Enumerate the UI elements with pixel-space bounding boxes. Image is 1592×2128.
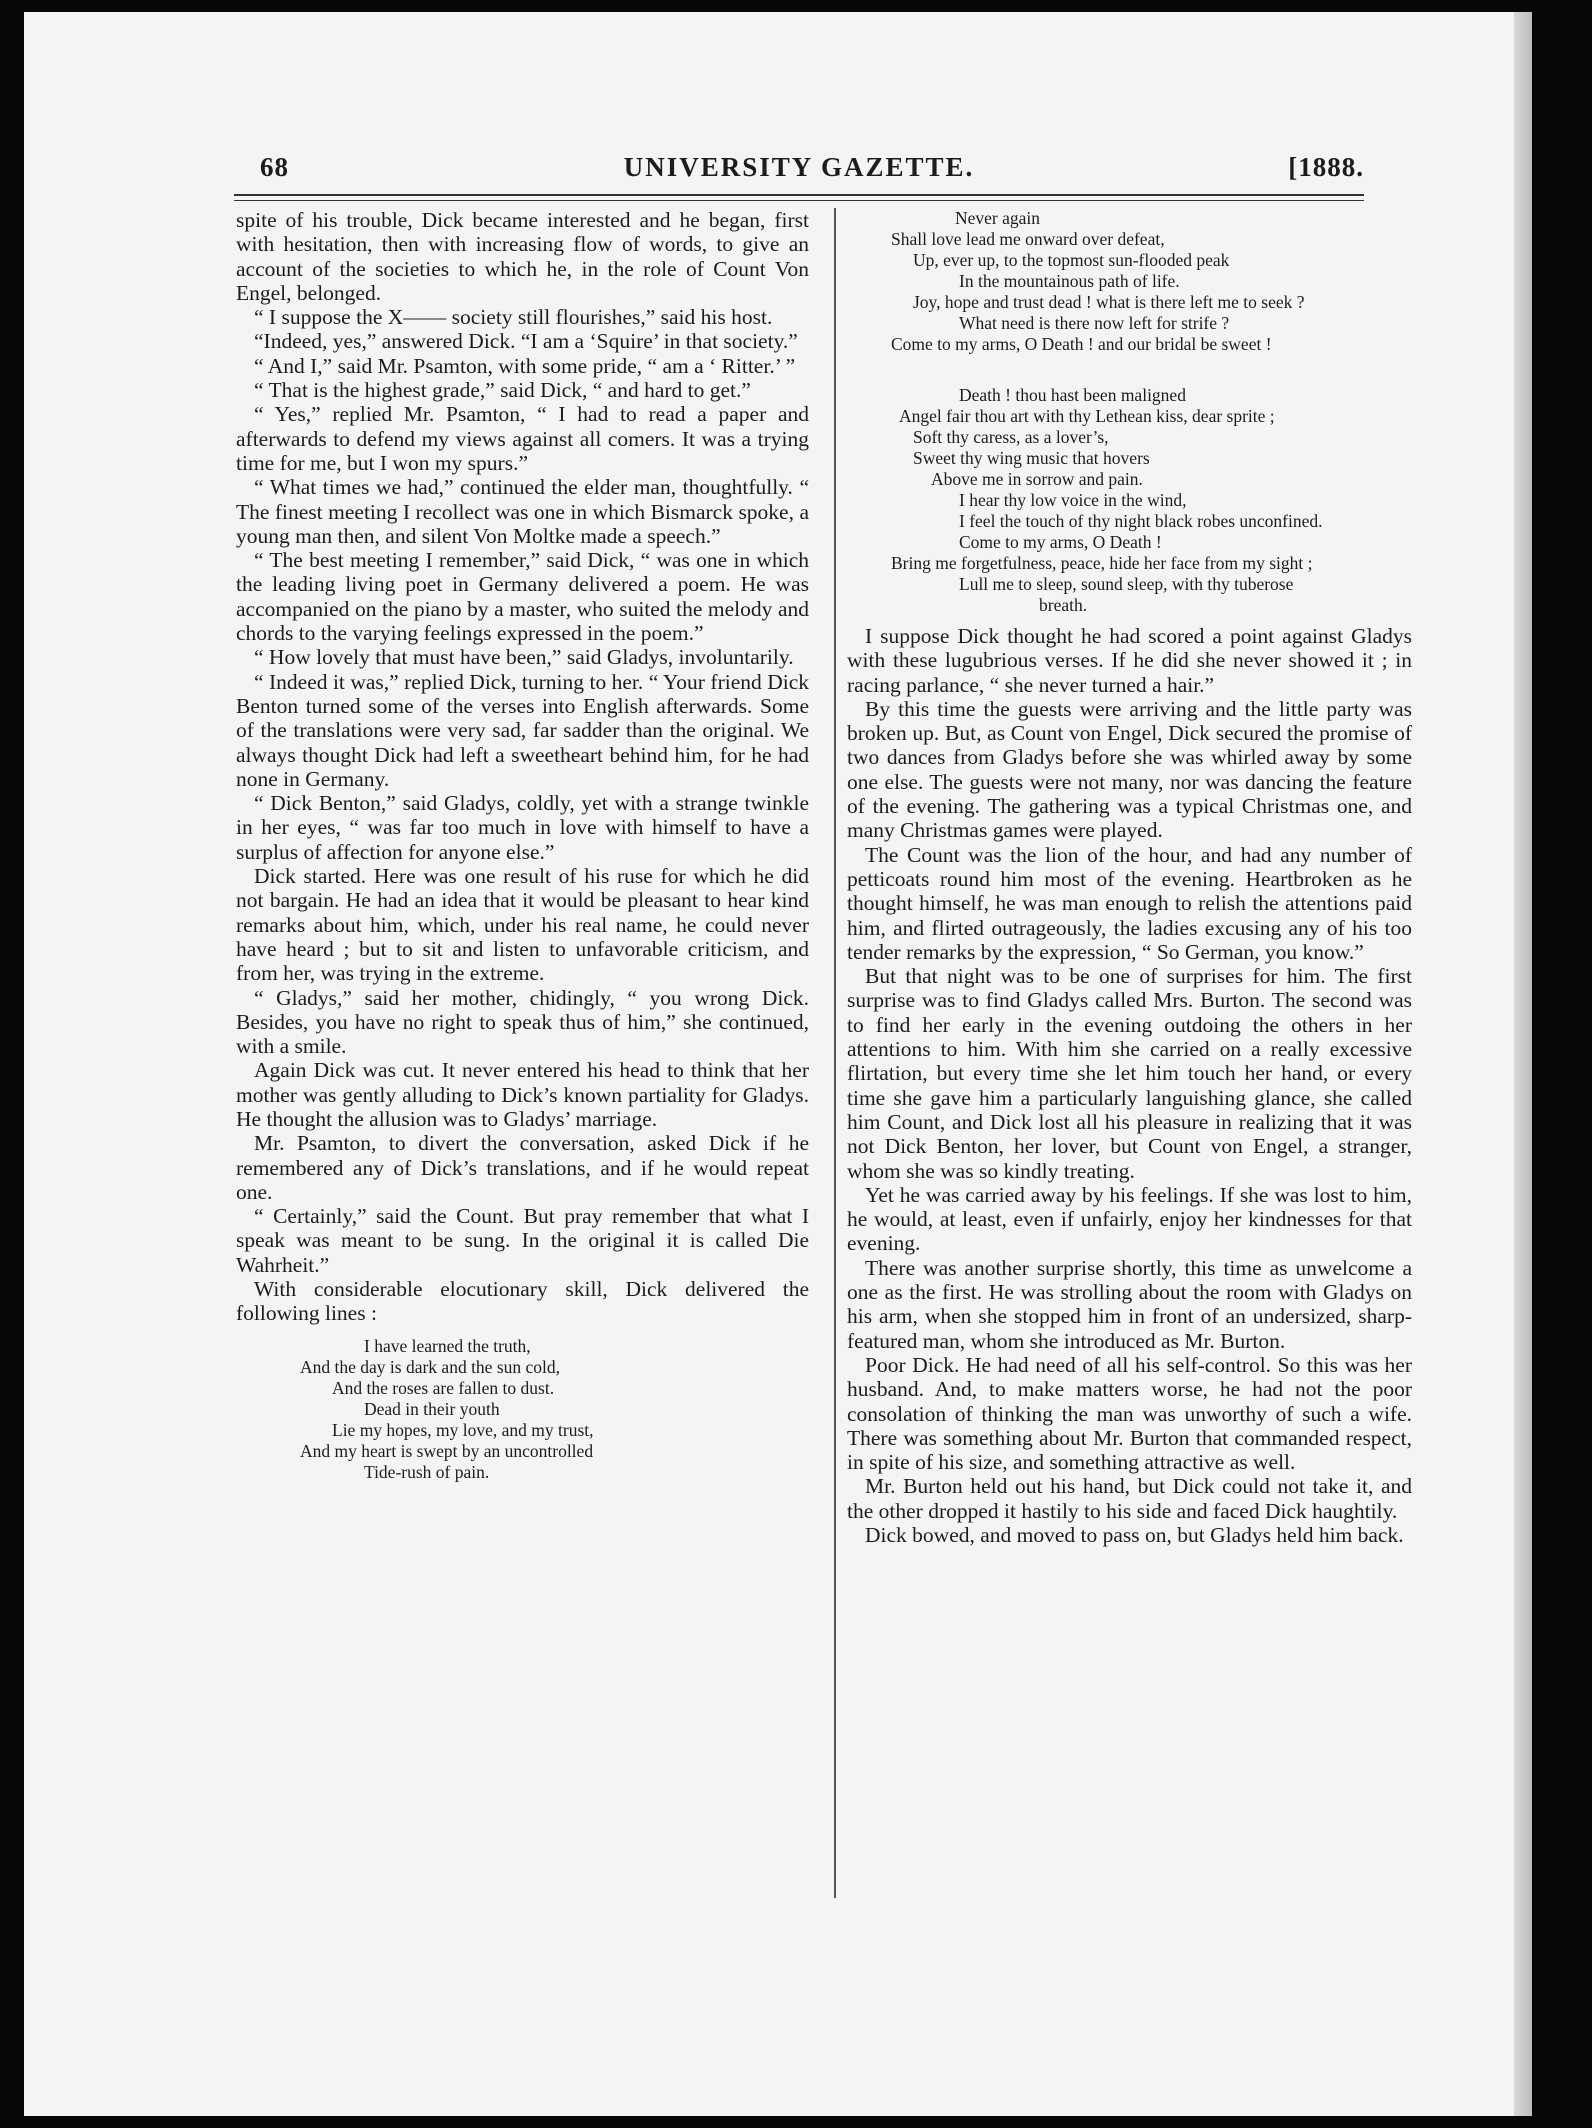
poem-line: Lull me to sleep, sound sleep, with thy tuberose	[959, 574, 1294, 594]
page-header	[234, 152, 1364, 188]
paragraph: “ Yes,” replied Mr. Psamton, “ I had to read a paper and afterwards to defend my views against all comers. It was a trying time for me, but I won my spurs.”	[236, 402, 809, 475]
poem-line: And the day is dark and the sun cold,	[300, 1356, 561, 1377]
poem-line: In the mountainous path of life.	[959, 271, 1180, 291]
poem-line: Dead in their youth	[364, 1398, 500, 1419]
paragraph: With considerable elocutionary skill, Dick delivered the following lines :	[236, 1277, 809, 1326]
magazine-page	[24, 12, 1532, 2116]
poem-line: Come to my arms, O Death ! and our bridal be sweet !	[891, 334, 1272, 354]
paragraph: spite of his trouble, Dick became interested and he began, first with hesitation, then with increasing flow of words, to give an account of the societies to which he, in the role of Count Von Engel, belonged.	[236, 208, 809, 305]
column-divider	[834, 208, 836, 1898]
paragraph: “ Dick Benton,” said Gladys, coldly, yet with a strange twinkle in her eyes, “ was far too much in love with himself to have a surplus of affection for anyone else.”	[236, 791, 809, 864]
poem-line: Come to my arms, O Death !	[959, 532, 1162, 552]
paragraph: “ I suppose the X—— society still flourishes,” said his host.	[254, 305, 773, 330]
header-rule	[234, 194, 1364, 201]
paragraph: “Indeed, yes,” answered Dick. “I am a ‘Squire’ in that society.”	[254, 329, 798, 354]
poem-line: Lie my hopes, my love, and my trust,	[332, 1419, 594, 1440]
poem-line: breath.	[1039, 595, 1088, 615]
poem-stanza	[847, 385, 1412, 616]
paragraph: “ What times we had,” continued the elder man, thoughtfully. “ The finest meeting I recollect was one in which Bismarck spoke, a young man then, and silent Von Moltke made a speech.”	[236, 475, 809, 548]
paragraph: Again Dick was cut. It never entered his head to think that her mother was gently alluding to Dick’s known partiality for Gladys. He thought the allusion was to Gladys’ marriage.	[236, 1058, 809, 1131]
poem-line: Up, ever up, to the topmost sun-flooded peak	[913, 250, 1230, 270]
paragraph: But that night was to be one of surprises for him. The first surprise was to find Gladys called Mrs. Burton. The second was to find her early in the evening outdoing the others in her attentions to him. With him she carried on a really excessive flirtation, but every time she let him touch her hand, or every time she gave him a particularly languishing glance, she called him Count, and Dick lost all his pleasure in realizing that it was not Dick Benton, her lover, but Count von Engel, a stranger, whom she was so kindly treating.	[847, 964, 1412, 1183]
paragraph: By this time the guests were arriving and the little party was broken up. But, as Count von Engel, Dick secured the promise of two dances from Gladys before she was whirled away by some one else. The guests were not many, nor was dancing the feature of the evening. The gathering was a typical Christmas one, and many Christmas games were played.	[847, 696, 1412, 843]
paragraph: There was another surprise shortly, this time as unwelcome a one as the first. He was strolling about the room with Gladys on his arm, when she stopped him in front of an undersized, sharp-featured man, whom she introduced as Mr. Burton.	[847, 1255, 1412, 1353]
poem-line: What need is there now left for strife ?	[959, 313, 1230, 333]
poem-line: I hear thy low voice in the wind,	[959, 490, 1187, 510]
paragraph: The Count was the lion of the hour, and had any number of petticoats round him most of the evening. Heartbroken as he thought himself, he was man enough to relish the attentions paid him, and flirted outrageously, the ladies excusing any of his too tender remarks by the expression, “ So German, you know.”	[847, 842, 1412, 964]
poem-line: I have learned the truth,	[364, 1335, 531, 1356]
page-number: 68	[260, 152, 289, 182]
poem-line: Above me in sorrow and pain.	[931, 469, 1143, 489]
poem-line: And the roses are fallen to dust.	[332, 1377, 555, 1398]
poem-line: Tide-rush of pain.	[364, 1461, 490, 1482]
paragraph: Dick bowed, and moved to pass on, but Gladys held him back.	[865, 1522, 1404, 1547]
poem-line: Bring me forgetfulness, peace, hide her face from my sight ;	[891, 553, 1313, 573]
paragraph: “ Gladys,” said her mother, chidingly, “ you wrong Dick. Besides, you have no right to speak thus of him,” she continued, with a smile.	[236, 985, 809, 1059]
page-spine-shadow	[1514, 12, 1532, 2116]
poem-line: Death ! thou hast been maligned	[959, 385, 1186, 405]
publication-year: [1888.	[1288, 152, 1364, 182]
paragraph: “ And I,” said Mr. Psamton, with some pride, “ am a ‘ Ritter.’ ”	[254, 353, 796, 378]
poem-line: Joy, hope and trust dead ! what is there left me to seek ?	[913, 292, 1305, 312]
paragraph: Dick started. Here was one result of his ruse for which he did not bargain. He had an idea that it would be pleasant to hear kind remarks about him, which, under his real name, he could never have heard ; but to sit and listen to unfavorable criticism, and from her, was trying in the extreme.	[236, 864, 809, 986]
paragraph: “ The best meeting I remember,” said Dick, “ was one in which the leading living poet in Germany delivered a poem. He was accompanied on the piano by a master, who suited the melody and chords to the varying feelings expressed in the poem.”	[236, 548, 809, 646]
left-column	[236, 208, 809, 1487]
paragraph: Mr. Psamton, to divert the conversation, asked Dick if he remembered any of Dick’s translations, and if he would repeat one.	[236, 1131, 809, 1204]
paragraph: “ That is the highest grade,” said Dick, “ and hard to get.”	[254, 378, 751, 403]
paragraph: “ How lovely that must have been,” said Gladys, involuntarily.	[254, 645, 794, 670]
poem-line: And my heart is swept by an uncontrolled	[300, 1440, 594, 1461]
poem-line: Never again	[955, 208, 1041, 228]
poem-line: I feel the touch of thy night black robes unconfined.	[959, 511, 1323, 531]
paragraph: “ Certainly,” said the Count. But pray remember that what I speak was meant to be sung. In the original it is called Die Wahrheit.”	[236, 1204, 809, 1277]
paragraph: Yet he was carried away by his feelings. If she was lost to him, he would, at least, even if unfairly, enjoy her kindnesses for that evening.	[847, 1182, 1412, 1256]
poem-line: Sweet thy wing music that hovers	[913, 448, 1150, 468]
paragraph: Poor Dick. He had need of all his self-control. So this was her husband. And, to make matters worse, he had not the poor consolation of thinking the man was unworthy of such a wife. There was something about Mr. Burton that commanded respect, in spite of his size, and something attractive as well.	[847, 1352, 1412, 1475]
right-column	[847, 208, 1412, 1547]
paragraph: I suppose Dick thought he had scored a point against Gladys with these lugubrious verses. If he did she never showed it ; in racing parlance, “ she never turned a hair.”	[847, 624, 1412, 697]
paragraph: “ Indeed it was,” replied Dick, turning to her. “ Your friend Dick Benton turned some of the verses into English afterwards. Some of the translations were very sad, far sadder than the original. We always thought Dick had left a sweetheart behind him, for he had none in Germany.	[236, 669, 809, 791]
poem-line: Soft thy caress, as a lover’s,	[913, 427, 1109, 447]
paragraph: Mr. Burton held out his hand, but Dick could not take it, and the other dropped it hastily to his side and faced Dick haughtily.	[847, 1474, 1412, 1523]
poem-stanza	[847, 208, 1412, 355]
publication-title: UNIVERSITY GAZETTE.	[623, 152, 975, 182]
poem-line: Shall love lead me onward over defeat,	[891, 229, 1165, 249]
poem-stanza	[236, 1336, 809, 1483]
poem-line: Angel fair thou art with thy Lethean kiss, dear sprite ;	[899, 406, 1275, 426]
